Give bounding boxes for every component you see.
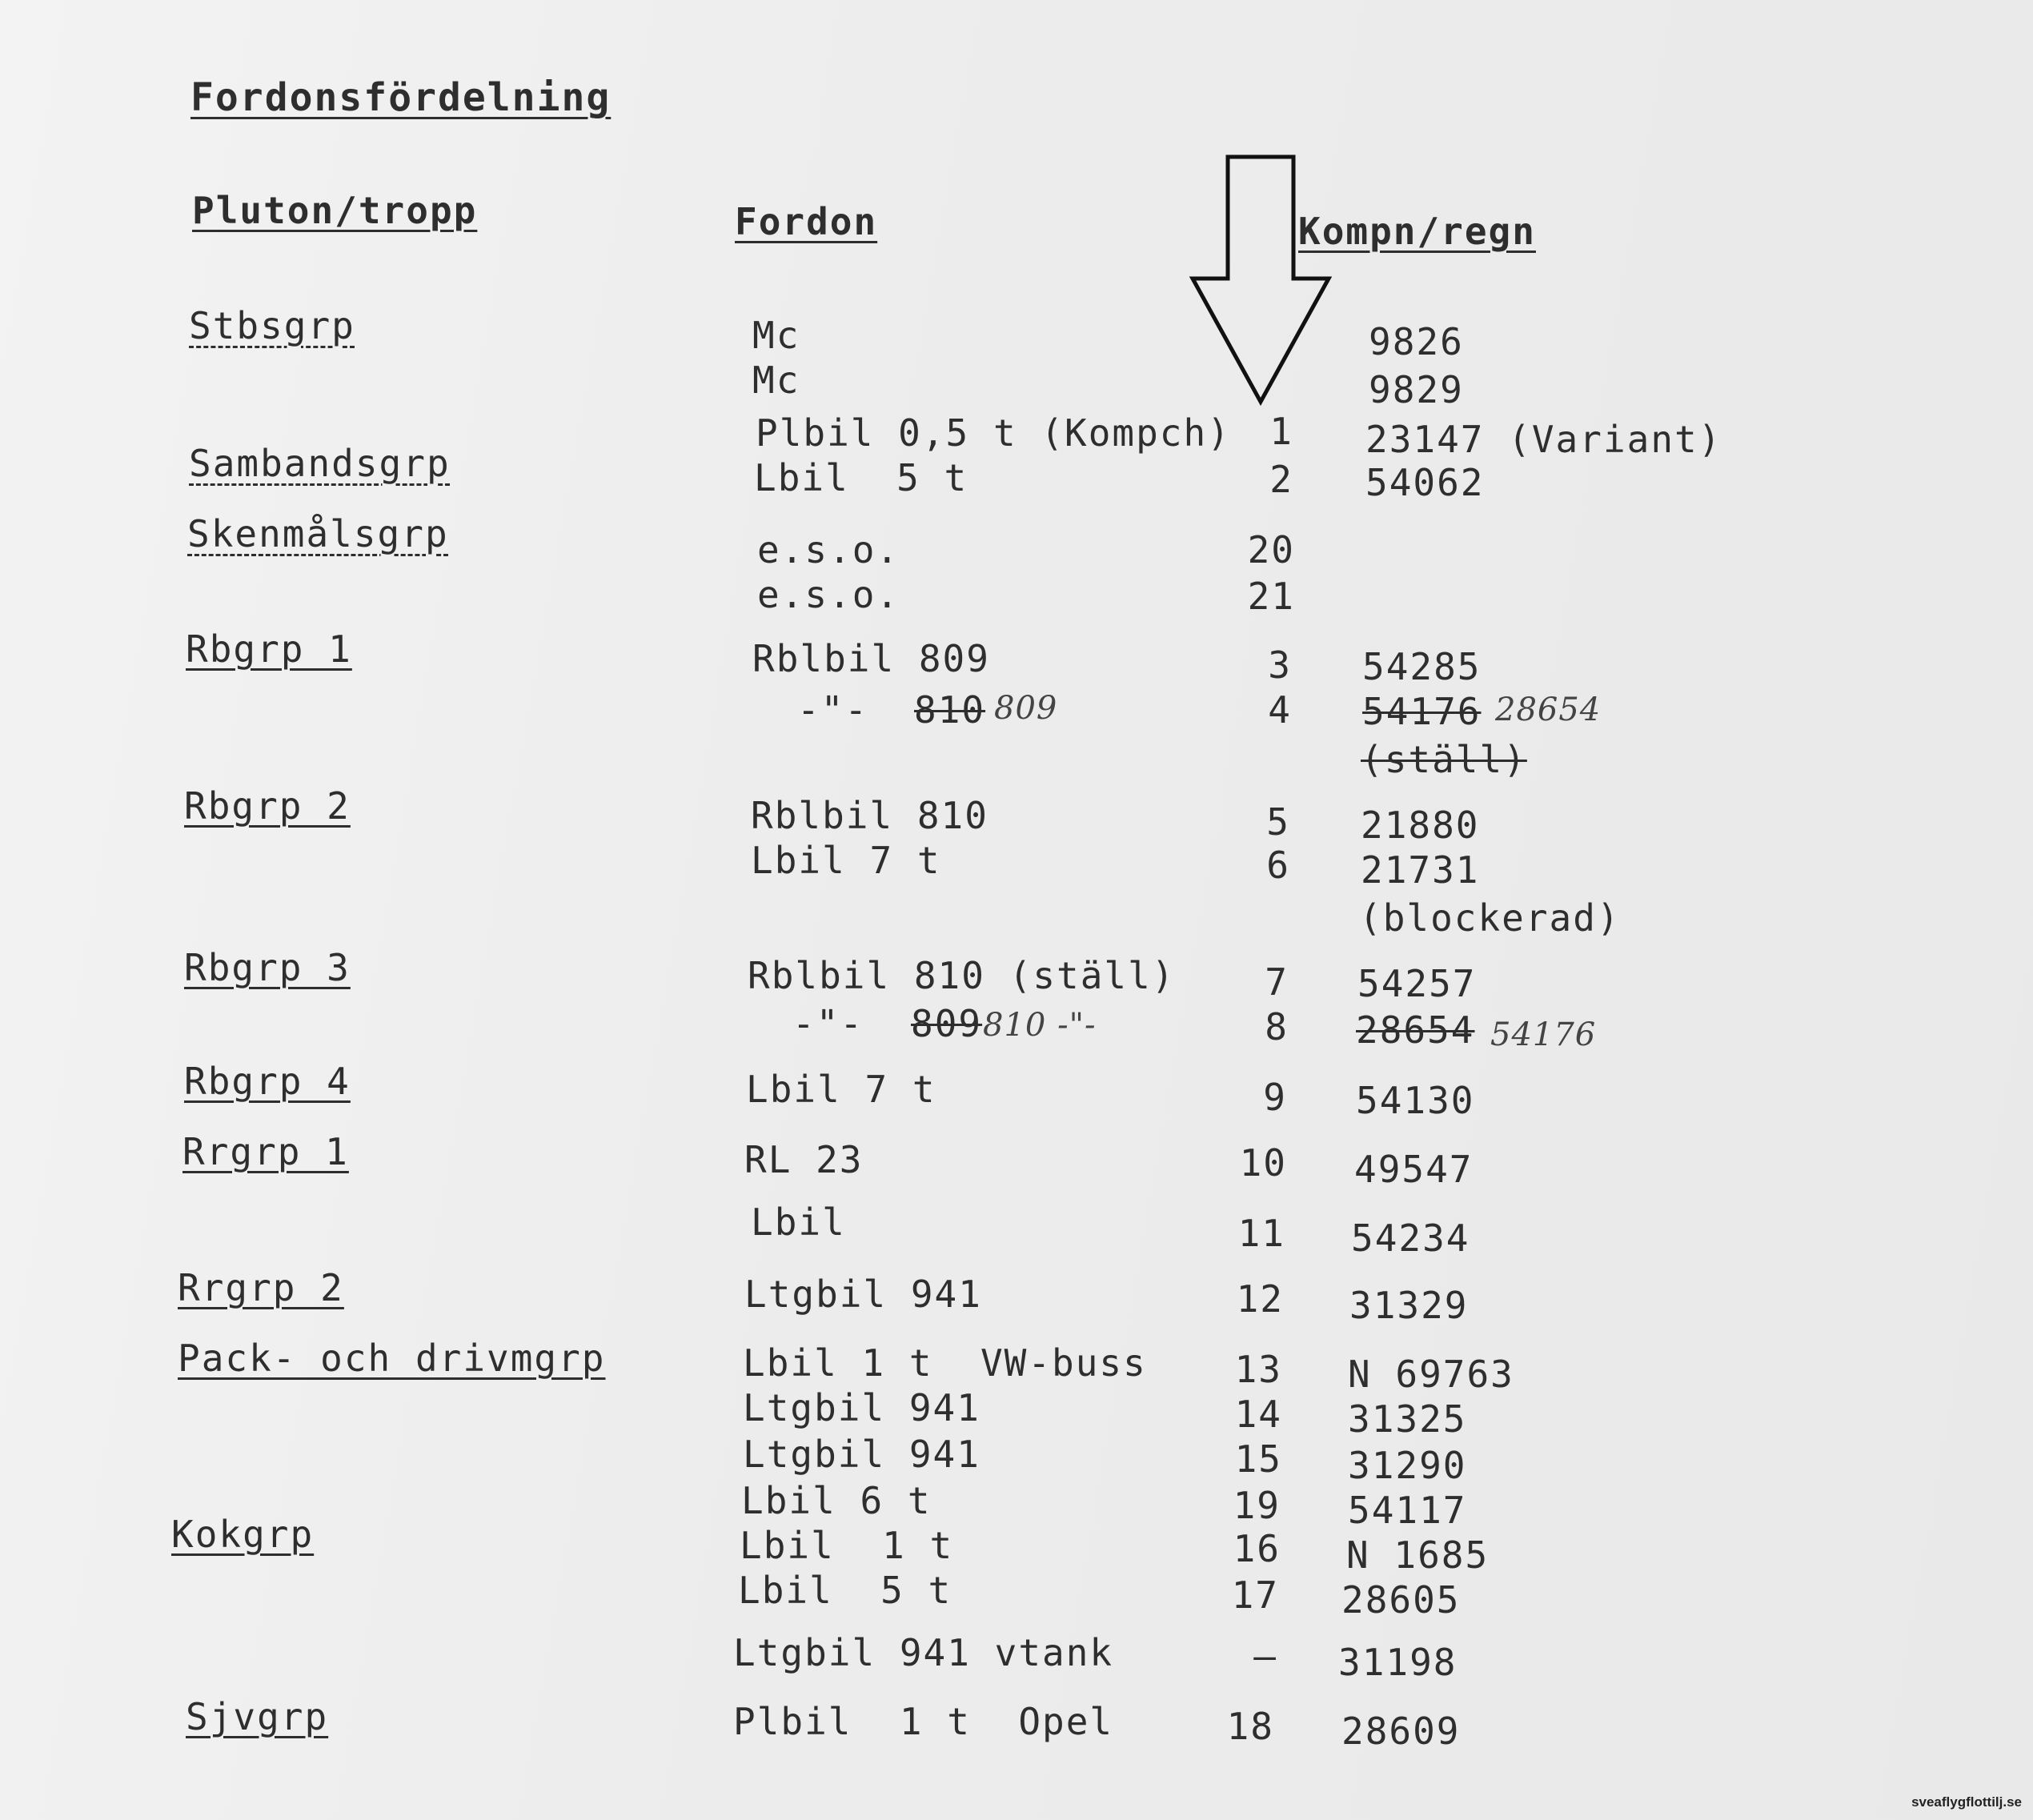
regn-cell: 23147 (Variant) — [1365, 418, 1722, 461]
regn-cell: N 1685 — [1346, 1533, 1490, 1577]
group-label: Rrgrp 2 — [178, 1266, 344, 1309]
watermark: sveaflygflottilj.se — [1911, 1794, 2022, 1810]
handwritten-regn: 54176 — [1490, 1016, 1597, 1053]
group-label: Stbsgrp — [189, 304, 355, 347]
down-arrow-icon — [1185, 152, 1337, 408]
regn-cell: 31325 — [1348, 1397, 1467, 1441]
fordon-cell: Plbil 0,5 t (Kompch) — [756, 411, 1231, 455]
group-label: Rbgrp 2 — [184, 784, 351, 828]
regn-cell: 31290 — [1348, 1444, 1467, 1487]
nr-cell: 17 — [1231, 1573, 1279, 1617]
nr-cell: 9 — [1263, 1076, 1287, 1119]
nr-cell: 19 — [1233, 1484, 1281, 1527]
struck-fordon: 809 — [911, 1002, 983, 1045]
struck-note: (ställ) — [1361, 738, 1527, 781]
fordon-cell: Rblbil 809 — [752, 637, 990, 680]
nr-cell: 10 — [1239, 1141, 1287, 1185]
fordon-cell: -"- — [797, 688, 869, 732]
nr-cell: 15 — [1234, 1437, 1282, 1481]
header-kompn: Kompn/regn — [1298, 210, 1536, 253]
nr-cell: — — [1253, 1634, 1277, 1678]
fordon-cell: Lbil 5 t — [754, 456, 968, 499]
fordon-cell: Ltgbil 941 — [743, 1433, 980, 1476]
fordon-cell: e.s.o. — [757, 528, 900, 571]
fordon-cell: Ltgbil 941 — [744, 1273, 982, 1316]
fordon-cell: Rblbil 810 (ställ) — [748, 954, 1176, 997]
fordon-cell: Lbil 1 t VW-buss — [743, 1341, 1147, 1385]
regn-cell: 21880 — [1361, 804, 1480, 847]
nr-cell: 18 — [1226, 1705, 1274, 1748]
regn-cell: 54285 — [1362, 645, 1482, 688]
regn-cell: 21731 — [1361, 848, 1480, 892]
group-label: Rbgrp 4 — [184, 1060, 351, 1103]
nr-cell: 3 — [1268, 643, 1292, 687]
fordon-cell: Lbil — [751, 1201, 846, 1244]
regn-cell: 54062 — [1365, 461, 1485, 504]
fordon-cell: RL 23 — [744, 1138, 864, 1181]
regn-cell: 9829 — [1369, 368, 1464, 411]
fordon-cell: Lbil 7 t — [746, 1068, 936, 1111]
fordon-cell: e.s.o. — [757, 573, 900, 616]
regn-cell: 28609 — [1341, 1710, 1461, 1753]
header-fordon: Fordon — [735, 200, 878, 243]
nr-cell: 2 — [1269, 458, 1293, 501]
group-label: Skenmålsgrp — [187, 512, 449, 555]
nr-cell: 8 — [1265, 1005, 1289, 1048]
document-title: Fordonsfördelning — [190, 75, 612, 120]
handwritten-regn: 28654 — [1495, 692, 1602, 728]
nr-cell: 13 — [1234, 1348, 1282, 1391]
regn-cell: 31329 — [1349, 1284, 1469, 1327]
nr-cell: 20 — [1247, 528, 1295, 571]
fordon-cell: Lbil 5 t — [738, 1569, 952, 1612]
nr-cell: 7 — [1265, 960, 1289, 1004]
fordon-cell: Plbil 1 t Opel — [733, 1700, 1114, 1743]
regn-cell: N 69763 — [1348, 1353, 1514, 1396]
nr-cell: 21 — [1247, 575, 1295, 618]
regn-cell: 54257 — [1357, 962, 1477, 1005]
nr-cell: 12 — [1236, 1277, 1284, 1321]
header-pluton: Pluton/tropp — [192, 189, 478, 232]
nr-cell: 4 — [1268, 688, 1292, 732]
regn-cell: 31198 — [1338, 1641, 1458, 1684]
regn-cell: 28605 — [1341, 1578, 1461, 1622]
blockerad-note: (blockerad) — [1359, 896, 1621, 940]
fordon-cell: Ltgbil 941 vtank — [733, 1631, 1114, 1674]
nr-cell: 6 — [1266, 844, 1290, 887]
nr-cell: 11 — [1237, 1212, 1285, 1255]
regn-cell: 54234 — [1351, 1217, 1470, 1260]
group-label: Sjvgrp — [186, 1695, 329, 1738]
group-label: Rrgrp 1 — [182, 1130, 349, 1173]
fordon-cell: Mc — [752, 314, 800, 357]
fordon-cell: -"- — [792, 1002, 864, 1045]
regn-cell: 54117 — [1348, 1489, 1467, 1532]
group-label: Pack- och drivmgrp — [178, 1337, 606, 1380]
fordon-cell: Lbil 1 t — [740, 1524, 954, 1567]
group-label: Rbgrp 3 — [184, 946, 351, 989]
struck-regn: 54176 — [1362, 690, 1482, 733]
struck-fordon: 810 — [914, 688, 986, 732]
fordon-cell: Lbil 7 t — [751, 839, 941, 882]
handwritten-fordon: 809 — [994, 690, 1058, 727]
nr-cell: 5 — [1266, 800, 1290, 844]
group-label: Rbgrp 1 — [186, 627, 352, 671]
nr-cell: 16 — [1233, 1527, 1281, 1570]
nr-cell: 14 — [1234, 1393, 1282, 1436]
group-label: Kokgrp — [171, 1513, 315, 1556]
regn-cell: 54130 — [1356, 1079, 1475, 1122]
fordon-cell: Lbil 6 t — [741, 1479, 932, 1522]
regn-cell: 9826 — [1369, 320, 1464, 363]
handwritten-fordon: 810 -"- — [983, 1007, 1097, 1044]
fordon-cell: Rblbil 810 — [751, 794, 988, 837]
group-label: Sambandsgrp — [189, 442, 451, 485]
fordon-cell: Mc — [752, 359, 800, 402]
regn-cell: 49547 — [1354, 1148, 1474, 1191]
struck-regn: 28654 — [1356, 1008, 1475, 1052]
fordon-cell: Ltgbil 941 — [743, 1386, 980, 1429]
nr-cell: 1 — [1269, 410, 1293, 453]
